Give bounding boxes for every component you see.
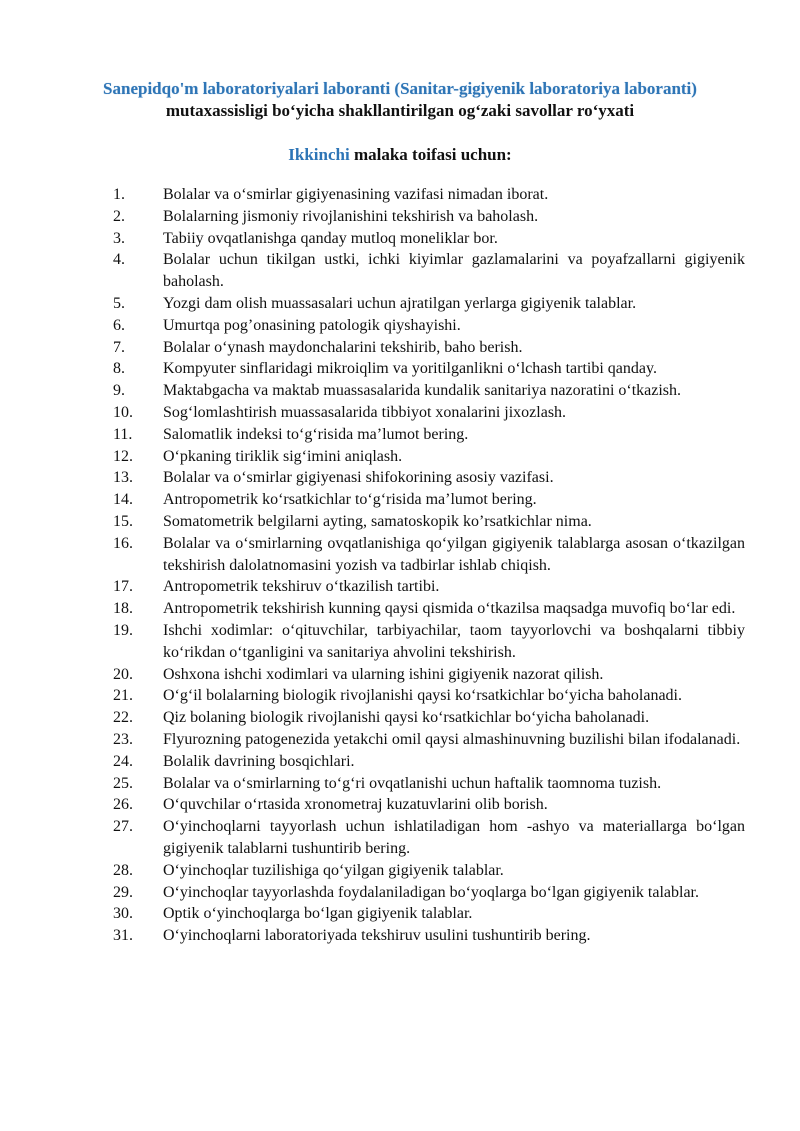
question-text: Umurtqa pog’onasining patologik qiyshayishi.: [163, 316, 461, 334]
question-item: [113, 751, 745, 773]
question-number: 14.: [113, 491, 133, 509]
question-item: [113, 882, 745, 904]
question-number: 17.: [113, 578, 133, 596]
question-number: 7.: [113, 338, 125, 356]
question-item: [113, 249, 745, 293]
question-item: [113, 489, 745, 511]
question-number: 8.: [113, 360, 125, 378]
question-number: 1.: [113, 186, 125, 203]
question-text: Bolalar va o‘smirlar gigiyenasining vazifasi nimadan iborat.: [163, 186, 549, 203]
question-item: [113, 293, 745, 315]
questions-list: [113, 184, 745, 947]
question-item: [113, 925, 745, 947]
question-text: Bolalar va o‘smirlarning to‘g‘ri ovqatlanishi uchun haftalik taomnoma tuzish.: [163, 774, 662, 792]
question-text: Antropometrik tekshirish kunning qaysi qismida o‘tkazilsa maqsadga muvofiq bo‘lar edi.: [163, 600, 736, 618]
question-item: [113, 903, 745, 925]
question-item: [113, 511, 745, 533]
question-number: 11.: [113, 425, 133, 443]
question-text: O‘yinchoqlar tuzilishiga qo‘yilgan gigiyenik talablar.: [163, 861, 504, 879]
question-text: O‘yinchoqlarni laboratoriyada tekshiruv usulini tushuntirib bering.: [163, 927, 591, 945]
question-number: 10.: [113, 403, 133, 421]
question-text: Antropometrik ko‘rsatkichlar to‘g‘risida ma’lumot bering.: [163, 491, 537, 509]
question-number: 5.: [113, 294, 125, 312]
question-item: [113, 402, 745, 424]
question-text: Sog‘lomlashtirish muassasalarida tibbiyot xonalarini jixozlash.: [163, 403, 567, 421]
question-item: [113, 794, 745, 816]
question-number: 25.: [113, 774, 133, 792]
question-number: 29.: [113, 883, 133, 901]
question-text: Flyurozning patogenezida yetakchi omil qaysi almashinuvning buzilishi bilan ifodalanadi.: [163, 730, 741, 748]
question-item: [113, 228, 745, 250]
question-number: 18.: [113, 600, 133, 618]
question-text: Bolalar uchun tikilgan ustki, ichki kiyimlar gazlamalarini va poyafzallarni gigiyenik baholash.: [163, 251, 745, 291]
question-text: Tabiiy ovqatlanishga qanday mutloq moneliklar bor.: [163, 229, 498, 247]
question-item: [113, 707, 745, 729]
question-item: [113, 598, 745, 620]
question-number: 2.: [113, 207, 125, 225]
question-item: [113, 664, 745, 686]
question-number: 9.: [113, 382, 125, 400]
question-number: 20.: [113, 665, 133, 683]
question-text: Kompyuter sinflaridagi mikroiqlim va yoritilganlikni o‘lchash tartibi qanday.: [163, 360, 657, 378]
question-number: 30.: [113, 905, 133, 923]
question-item: [113, 315, 745, 337]
document-subtitle: [0, 144, 800, 166]
question-item: [113, 860, 745, 882]
question-text: Qiz bolaning biologik rivojlanishi qaysi ko‘rsatkichlar bo‘yicha baholanadi.: [163, 709, 650, 727]
question-number: 27.: [113, 818, 133, 836]
question-number: 21.: [113, 687, 133, 705]
question-number: 15.: [113, 512, 133, 530]
question-number: 16.: [113, 534, 133, 552]
question-text: O‘yinchoqlarni tayyorlash uchun ishlatiladigan hom -ashyo va materiallarga bo‘lgan gigiyenik talablarni tushuntirib bering.: [163, 818, 745, 857]
question-text: Ishchi xodimlar: o‘qituvchilar, tarbiyachilar, taom tayyorlovchi va boshqalarni tibbiy ko‘rikdan o‘tganligini va sanitariya ahvolini tekshirish.: [163, 621, 745, 661]
question-text: Optik o‘yinchoqlarga bo‘lgan gigiyenik talablar.: [163, 905, 473, 923]
question-number: 28.: [113, 861, 133, 879]
question-text: Somatometrik belgilarni ayting, samatoskopik ko’rsatkichlar nima.: [163, 512, 592, 530]
question-item: [113, 816, 745, 860]
question-item: [113, 773, 745, 795]
question-item: [113, 576, 745, 598]
question-text: O‘quvchilar o‘rtasida xronometraj kuzatuvlarini olib borish.: [163, 796, 548, 814]
question-text: O‘g‘il bolalarning biologik rivojlanishi qaysi ko‘rsatkichlar bo‘yicha baholanadi.: [163, 687, 682, 705]
question-item: [113, 337, 745, 359]
question-text: Bolalar o‘ynash maydonchalarini tekshirib, baho berish.: [163, 338, 523, 356]
document-title: Sanepidqo'm laboratoriyalari laboranti (Sanitar-gigiyenik laboratoriya laboranti): [103, 79, 697, 98]
question-item: [113, 467, 745, 489]
question-item: [113, 358, 745, 380]
question-text: Maktabgacha va maktab muassasalarida kundalik sanitariya nazoratini o‘tkazish.: [163, 382, 682, 400]
question-item: [113, 424, 745, 446]
question-text: Yozgi dam olish muassasalari uchun ajratilgan yerlarga gigiyenik talablar.: [163, 294, 637, 312]
question-number: 26.: [113, 796, 133, 814]
question-item: [113, 446, 745, 468]
question-text: O‘pkaning tiriklik sig‘imini aniqlash.: [163, 447, 403, 465]
question-item: [113, 620, 745, 664]
question-number: 22.: [113, 709, 133, 727]
question-number: 4.: [113, 251, 125, 269]
question-text: O‘yinchoqlar tayyorlashda foydalaniladigan bo‘yoqlarga bo‘lgan gigiyenik talablar.: [163, 883, 699, 901]
question-number: 6.: [113, 316, 125, 334]
question-item: [113, 380, 745, 402]
question-text: Bolalar va o‘smirlarning ovqatlanishiga qo‘yilgan gigiyenik talablarga asosan o‘tkazilgan tekshirish dalolatnomasini yozish va tadbirlar ishlab chiqish.: [163, 534, 745, 574]
question-item: [113, 533, 745, 577]
question-item: [113, 685, 745, 707]
question-number: 19.: [113, 621, 133, 639]
question-text: Bolalarning jismoniy rivojlanishini tekshirish va baholash.: [163, 207, 539, 225]
question-text: Bolalik davrining bosqichlari.: [163, 752, 355, 770]
question-number: 12.: [113, 447, 133, 465]
question-text: Bolalar va o‘smirlar gigiyenasi shifokorining asosiy vazifasi.: [163, 469, 554, 487]
question-number: 3.: [113, 229, 125, 247]
subtitle-rest: malaka toifasi uchun:: [349, 145, 512, 164]
question-text: Antropometrik tekshiruv o‘tkazilish tartibi.: [163, 578, 440, 596]
subtitle-accent: Ikkinchi: [288, 145, 350, 164]
question-item: [113, 184, 745, 206]
document-title-line2: mutaxassisligi bo‘yicha shakllantirilgan og‘zaki savollar ro‘yxati: [165, 101, 635, 120]
question-item: [113, 206, 745, 228]
question-number: 23.: [113, 730, 133, 748]
question-text: Oshxona ishchi xodimlari va ularning ishini gigiyenik nazorat qilish.: [163, 665, 604, 683]
question-number: 24.: [113, 752, 133, 770]
question-number: 13.: [113, 469, 133, 487]
question-text: Salomatlik indeksi to‘g‘risida ma’lumot bering.: [163, 425, 469, 443]
question-item: [113, 729, 745, 751]
question-number: 31.: [113, 927, 133, 945]
